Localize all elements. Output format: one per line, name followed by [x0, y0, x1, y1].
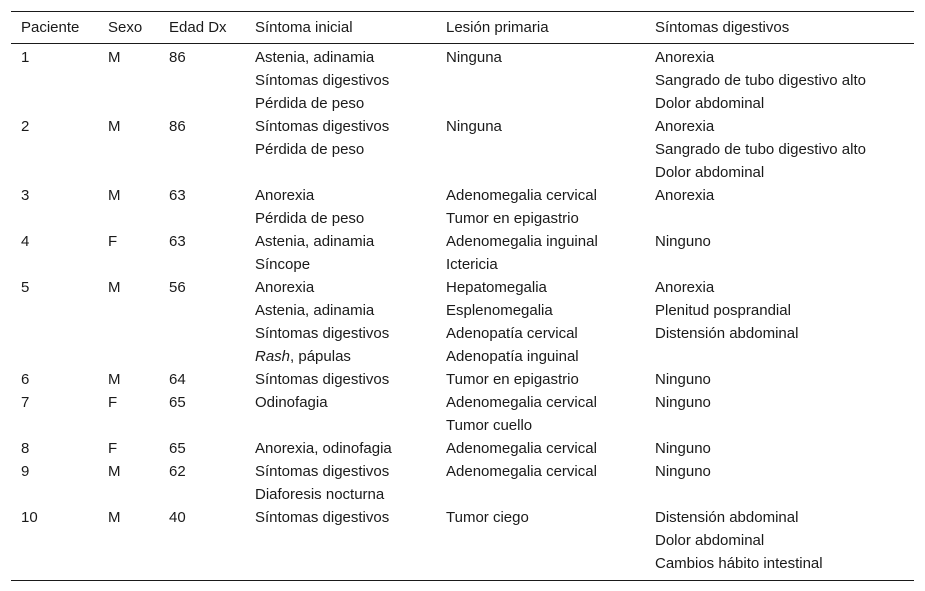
cell-lesion-primaria — [436, 460, 645, 506]
cell-sexo: F — [108, 394, 118, 411]
cell-sexo: M — [108, 187, 121, 204]
cell-line: Anorexia — [655, 187, 715, 204]
cell-paciente: 7 — [21, 394, 30, 411]
table-row — [11, 44, 914, 116]
cell-paciente: 6 — [21, 371, 30, 388]
cell-line: Anorexia — [255, 279, 315, 296]
header-paciente: Paciente — [21, 19, 80, 36]
cell-line: Astenia, adinamia — [255, 49, 375, 66]
cell-line: Ninguno — [655, 463, 711, 480]
cell-sintoma-inicial — [245, 437, 436, 460]
cell-lesion-primaria — [436, 44, 645, 116]
cell-sintoma-inicial — [245, 460, 436, 506]
cell-line: Hepatomegalia — [446, 279, 547, 296]
cell-paciente: 9 — [21, 463, 30, 480]
cell-line: Distensión abdominal — [655, 325, 799, 342]
cell-line: Anorexia — [255, 187, 315, 204]
cell-line: Tumor ciego — [446, 509, 529, 526]
table-body — [11, 44, 914, 581]
cell-edad-dx: 62 — [169, 463, 186, 480]
cell-paciente: 10 — [21, 509, 38, 526]
cell-lesion-primaria — [436, 391, 645, 437]
cell-line: Ninguno — [655, 371, 711, 388]
table-row — [11, 460, 914, 506]
cell-line: Ictericia — [446, 256, 498, 273]
cell-line: Astenia, adinamia — [255, 233, 375, 250]
cell-sexo: M — [108, 371, 121, 388]
cell-paciente: 1 — [21, 49, 30, 66]
cell-sintomas-digestivos — [645, 506, 914, 581]
cell-line: Adenomegalia cervical — [446, 440, 597, 457]
cell-paciente: 4 — [21, 233, 30, 250]
cell-line: Sangrado de tubo digestivo alto — [655, 141, 866, 158]
cell-edad-dx: 65 — [169, 394, 186, 411]
cell-paciente: 5 — [21, 279, 30, 296]
cell-line: Pérdida de peso — [255, 95, 365, 112]
cell-line: Ninguno — [655, 394, 711, 411]
cell-line: Ninguno — [655, 440, 711, 457]
cell-line: Ninguna — [446, 49, 502, 66]
cell-line: Rash, pápulas — [255, 348, 351, 365]
cell-line: Tumor cuello — [446, 417, 533, 434]
table-row — [11, 184, 914, 230]
cell-line: Astenia, adinamia — [255, 302, 375, 319]
cell-line: Dolor abdominal — [655, 532, 765, 549]
table-row — [11, 437, 914, 460]
cell-sexo: F — [108, 233, 118, 250]
cell-sintoma-inicial — [245, 44, 436, 116]
cell-sintoma-inicial — [245, 115, 436, 184]
cell-sintomas-digestivos — [645, 437, 914, 460]
cell-lesion-primaria — [436, 276, 645, 368]
cell-edad-dx: 63 — [169, 233, 186, 250]
cell-sintomas-digestivos — [645, 184, 914, 230]
header-lesion-primaria: Lesión primaria — [446, 19, 549, 36]
cell-line: Síntomas digestivos — [255, 118, 390, 135]
cell-line: Síntomas digestivos — [255, 509, 390, 526]
cell-sexo: M — [108, 118, 121, 135]
cell-lesion-primaria — [436, 368, 645, 391]
cell-line: Esplenomegalia — [446, 302, 553, 319]
cell-line: Síntomas digestivos — [255, 371, 390, 388]
cell-line: Adenomegalia cervical — [446, 463, 597, 480]
table-row — [11, 276, 914, 368]
cell-line: Anorexia, odinofagia — [255, 440, 392, 457]
cell-line: Pérdida de peso — [255, 141, 365, 158]
cell-sintoma-inicial — [245, 391, 436, 437]
cell-sintoma-inicial — [245, 276, 436, 368]
patients-table-container — [11, 11, 914, 581]
cell-lesion-primaria — [436, 184, 645, 230]
cell-line: Anorexia — [655, 118, 715, 135]
cell-line: Plenitud posprandial — [655, 302, 791, 319]
cell-sexo: M — [108, 463, 121, 480]
cell-edad-dx: 86 — [169, 118, 186, 135]
cell-line: Pérdida de peso — [255, 210, 365, 227]
cell-sintomas-digestivos — [645, 230, 914, 276]
cell-lesion-primaria — [436, 506, 645, 581]
table-row — [11, 506, 914, 581]
cell-line: Cambios hábito intestinal — [655, 555, 823, 572]
cell-sexo: M — [108, 509, 121, 526]
cell-paciente: 3 — [21, 187, 30, 204]
cell-line: Adenomegalia inguinal — [446, 233, 598, 250]
cell-line: Tumor en epigastrio — [446, 371, 579, 388]
cell-line: Síntomas digestivos — [255, 463, 390, 480]
cell-line: Síncope — [255, 256, 311, 273]
cell-lesion-primaria — [436, 115, 645, 184]
cell-edad-dx: 64 — [169, 371, 186, 388]
cell-sintomas-digestivos — [645, 460, 914, 506]
header-sintomas-digestivos: Síntomas digestivos — [655, 19, 790, 36]
cell-sexo: F — [108, 440, 118, 457]
header-sexo: Sexo — [108, 19, 143, 36]
table-row — [11, 115, 914, 184]
cell-edad-dx: 40 — [169, 509, 186, 526]
cell-line: Adenomegalia cervical — [446, 187, 597, 204]
cell-paciente: 8 — [21, 440, 30, 457]
cell-line: Odinofagia — [255, 394, 328, 411]
cell-line: Síntomas digestivos — [255, 72, 390, 89]
cell-line: Dolor abdominal — [655, 164, 765, 181]
cell-line: Distensión abdominal — [655, 509, 799, 526]
cell-edad-dx: 86 — [169, 49, 186, 66]
header-edad-dx: Edad Dx — [169, 19, 227, 36]
cell-sintoma-inicial — [245, 184, 436, 230]
cell-sintomas-digestivos — [645, 368, 914, 391]
table-header-row — [11, 12, 914, 44]
cell-sintoma-inicial — [245, 230, 436, 276]
cell-line: Diaforesis nocturna — [255, 486, 385, 503]
cell-sintomas-digestivos — [645, 44, 914, 116]
header-sintoma-inicial: Síntoma inicial — [255, 19, 353, 36]
cell-sintomas-digestivos — [645, 115, 914, 184]
cell-line: Sangrado de tubo digestivo alto — [655, 72, 866, 89]
cell-edad-dx: 56 — [169, 279, 186, 296]
cell-sintoma-inicial — [245, 506, 436, 581]
cell-line: Adenomegalia cervical — [446, 394, 597, 411]
cell-edad-dx: 65 — [169, 440, 186, 457]
cell-line: Adenopatía cervical — [446, 325, 578, 342]
table-row — [11, 230, 914, 276]
cell-sintomas-digestivos — [645, 391, 914, 437]
cell-edad-dx: 63 — [169, 187, 186, 204]
cell-line: Dolor abdominal — [655, 95, 765, 112]
cell-line: Ninguno — [655, 233, 711, 250]
patients-table — [11, 11, 914, 581]
cell-sintomas-digestivos — [645, 276, 914, 368]
cell-line: Ninguna — [446, 118, 502, 135]
cell-lesion-primaria — [436, 437, 645, 460]
cell-line: Síntomas digestivos — [255, 325, 390, 342]
cell-line: Tumor en epigastrio — [446, 210, 579, 227]
cell-paciente: 2 — [21, 118, 30, 135]
cell-sexo: M — [108, 49, 121, 66]
table-row — [11, 368, 914, 391]
cell-line: Adenopatía inguinal — [446, 348, 579, 365]
cell-line: Anorexia — [655, 49, 715, 66]
cell-sexo: M — [108, 279, 121, 296]
table-row — [11, 391, 914, 437]
cell-sintoma-inicial — [245, 368, 436, 391]
cell-line: Anorexia — [655, 279, 715, 296]
cell-lesion-primaria — [436, 230, 645, 276]
